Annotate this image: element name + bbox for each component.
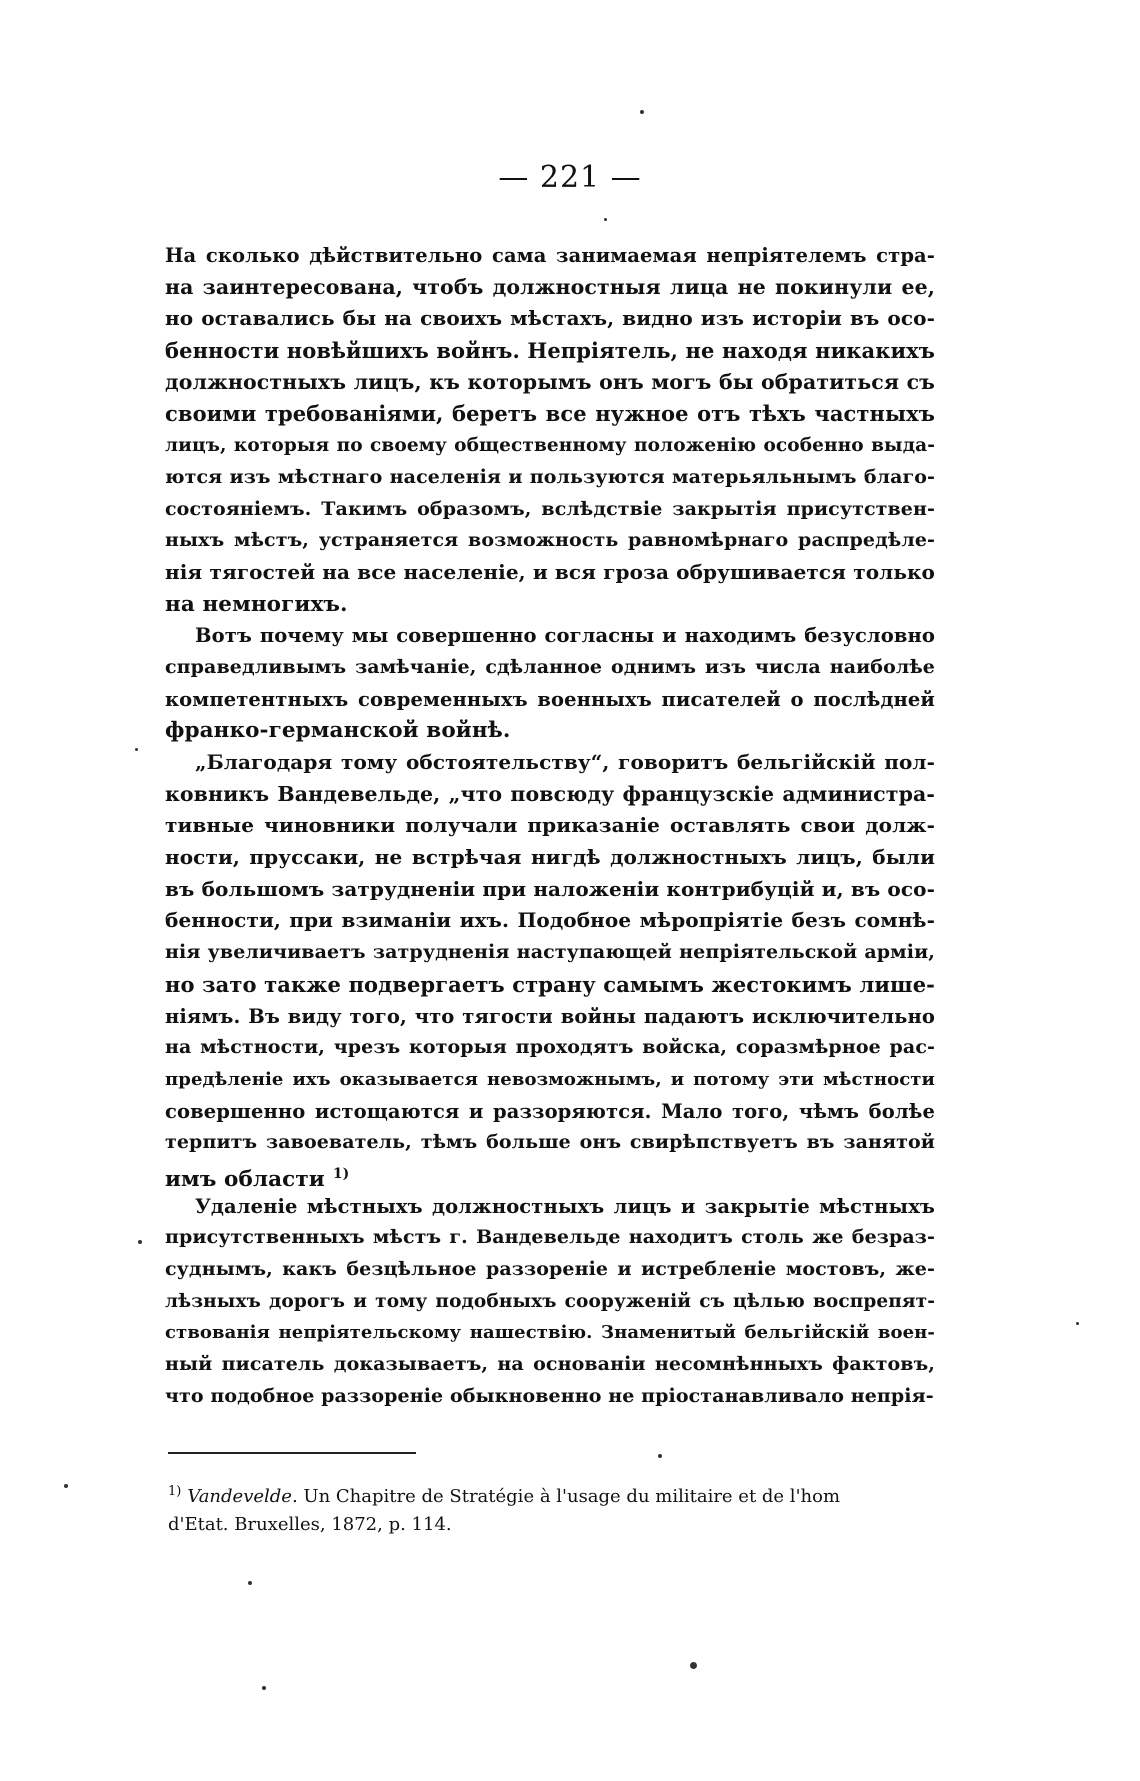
text-line-content: тивные чиновники получали приказаніе оставлять свои долж- bbox=[165, 813, 935, 838]
text-line-content: состояніемъ. Такимъ образомъ, вслѣдствіе закрытія присутствен- bbox=[165, 497, 935, 520]
text-line bbox=[165, 525, 935, 557]
text-line bbox=[165, 1127, 935, 1159]
text-line-content: нія тягостей на все населеніе, и вся гроза обрушивается только bbox=[165, 559, 935, 584]
body-text bbox=[165, 240, 935, 1412]
text-line-content: на немногихъ. bbox=[165, 591, 348, 617]
text-line-content: ствованія непріятельскому нашествію. Знаменитый бельгійскій воен- bbox=[165, 1322, 935, 1344]
text-line-content: Вотъ почему мы совершенно согласны и находимъ безусловно bbox=[195, 624, 935, 648]
text-line-content: На сколько дѣйствительно сама занимаемая непріятелемъ стра- bbox=[165, 244, 935, 267]
text-line-content: имъ области bbox=[165, 1167, 325, 1193]
text-line bbox=[165, 937, 935, 969]
text-line bbox=[165, 715, 935, 747]
text-line-content: своими требованіями, беретъ все нужное отъ тѣхъ частныхъ bbox=[165, 401, 935, 427]
footnote-line-2: d'Etat. Bruxelles, 1872, p. 114. bbox=[168, 1514, 452, 1535]
text-line-content: суднымъ, какъ безцѣльное раззореніе и истребленіе мостовъ, же- bbox=[165, 1258, 935, 1280]
text-line bbox=[165, 1222, 935, 1254]
footnote-divider bbox=[168, 1452, 416, 1454]
text-line-content: но зато также подвергаетъ страну самымъ жестокимъ лише- bbox=[165, 971, 935, 997]
text-line bbox=[165, 747, 935, 779]
text-line-content: что подобное раззореніе обыкновенно не пріостанавливало непрія- bbox=[165, 1384, 934, 1407]
text-line bbox=[165, 240, 935, 272]
footnote-author: Vandevelde. bbox=[187, 1486, 298, 1507]
text-line-content: присутственныхъ мѣстъ г. Вандевельде находитъ столь же безраз- bbox=[165, 1226, 935, 1249]
text-line-content: Удаленіе мѣстныхъ должностныхъ лицъ и закрытіе мѣстныхъ bbox=[195, 1194, 935, 1218]
text-line bbox=[165, 905, 935, 937]
text-line bbox=[165, 430, 935, 462]
scan-speck bbox=[604, 218, 607, 221]
scan-speck bbox=[640, 110, 644, 114]
scan-speck bbox=[138, 1240, 142, 1244]
text-line-content: компетентныхъ современныхъ военныхъ писателей о послѣдней bbox=[165, 687, 935, 711]
text-line bbox=[165, 1096, 935, 1128]
text-line bbox=[165, 1349, 935, 1381]
text-line-content: совершенно истощаются и раззоряются. Мало того, чѣмъ болѣе bbox=[165, 1099, 935, 1123]
text-line bbox=[165, 1191, 935, 1223]
text-line bbox=[165, 335, 935, 367]
text-line bbox=[165, 810, 935, 842]
text-line-content: ковникъ Вандевельде, „что повсюду французскіе администра- bbox=[165, 781, 935, 806]
text-line bbox=[165, 557, 935, 589]
text-line-content: на заинтересована, чтобъ должностныя лица не покинули ее, bbox=[165, 274, 935, 299]
text-line bbox=[165, 969, 935, 1001]
text-line-content: ются изъ мѣстнаго населенія и пользуются матерьяльнымъ благо- bbox=[165, 465, 935, 488]
text-line bbox=[165, 303, 935, 335]
text-line bbox=[165, 494, 935, 526]
text-line-content: „Благодаря тому обстоятельству“, говоритъ бельгійскій пол- bbox=[195, 750, 935, 774]
scan-speck bbox=[262, 1686, 266, 1690]
text-line bbox=[165, 652, 935, 684]
text-line bbox=[165, 1254, 935, 1286]
footnote-title: Un Chapitre de Stratégie à l'usage du militaire et de l'hom bbox=[303, 1486, 841, 1507]
text-line bbox=[165, 1064, 935, 1096]
text-line-content: въ большомъ затрудненіи при наложеніи контрибуцій и, въ осо- bbox=[165, 876, 935, 901]
text-line-content: на мѣстности, чрезъ которыя проходятъ войска, соразмѣрное рас- bbox=[165, 1036, 935, 1059]
text-line-content: франко-германской войнѣ. bbox=[165, 718, 511, 744]
text-line-content: но оставались бы на своихъ мѣстахъ, видно изъ исторіи въ осо- bbox=[165, 306, 935, 331]
text-line bbox=[165, 589, 935, 621]
text-line-content: бенности, при взиманіи ихъ. Подобное мѣропріятіе безъ сомнѣ- bbox=[165, 908, 935, 933]
text-line bbox=[165, 367, 935, 399]
scan-speck bbox=[1076, 1322, 1079, 1325]
text-line-content: лѣзныхъ дорогъ и тому подобныхъ сооруженій съ цѣлью воспрепят- bbox=[165, 1290, 935, 1312]
text-line bbox=[165, 874, 935, 906]
text-line bbox=[165, 1032, 935, 1064]
text-line-content: ный писатель доказываетъ, на основаніи несомнѣнныхъ фактовъ, bbox=[165, 1353, 935, 1376]
text-line bbox=[165, 1159, 935, 1191]
text-line-content: бенности новѣйшихъ войнъ. Непріятель, не находя никакихъ bbox=[165, 338, 935, 364]
footnote bbox=[168, 1478, 938, 1539]
footnote-line-1 bbox=[168, 1478, 938, 1511]
footnote-reference: 1) bbox=[332, 1165, 350, 1182]
text-line-content: терпитъ завоеватель, тѣмъ больше онъ свирѣпствуетъ въ занятой bbox=[165, 1131, 935, 1154]
text-line-content: ніямъ. Въ виду того, что тягости войны падаютъ исключительно bbox=[165, 1004, 935, 1028]
text-line bbox=[165, 1381, 935, 1413]
text-line bbox=[165, 684, 935, 716]
scan-speck bbox=[135, 748, 138, 751]
page-number: — 221 — bbox=[498, 160, 642, 195]
scan-speck bbox=[690, 1662, 697, 1669]
scan-speck bbox=[64, 1484, 68, 1488]
scan-speck bbox=[658, 1454, 662, 1458]
text-line-content: должностныхъ лицъ, къ которымъ онъ могъ бы обратиться съ bbox=[165, 369, 935, 394]
text-line-content: справедливымъ замѣчаніе, сдѣланное однимъ изъ числа наиболѣе bbox=[165, 655, 935, 678]
footnote-marker: 1) bbox=[168, 1484, 182, 1499]
text-line bbox=[165, 620, 935, 652]
text-line bbox=[165, 398, 935, 430]
text-line bbox=[165, 1317, 935, 1349]
text-line bbox=[165, 779, 935, 811]
text-line-content: ныхъ мѣстъ, устраняется возможность равномѣрнаго распредѣле- bbox=[165, 529, 935, 552]
text-line bbox=[165, 842, 935, 874]
text-line bbox=[165, 1001, 935, 1033]
text-line-content: лицъ, которыя по своему общественному положенію особенно выда- bbox=[165, 435, 935, 457]
text-line bbox=[165, 1286, 935, 1318]
scan-speck bbox=[248, 1581, 252, 1585]
text-line bbox=[165, 462, 935, 494]
text-line-content: предѣленіе ихъ оказывается невозможнымъ, и потому эти мѣстности bbox=[165, 1068, 935, 1090]
text-line-content: ности, пруссаки, не встрѣчая нигдѣ должностныхъ лицъ, были bbox=[165, 845, 935, 870]
text-line bbox=[165, 272, 935, 304]
text-line-content: нія увеличиваетъ затрудненія наступающей непріятельской арміи, bbox=[165, 941, 935, 964]
